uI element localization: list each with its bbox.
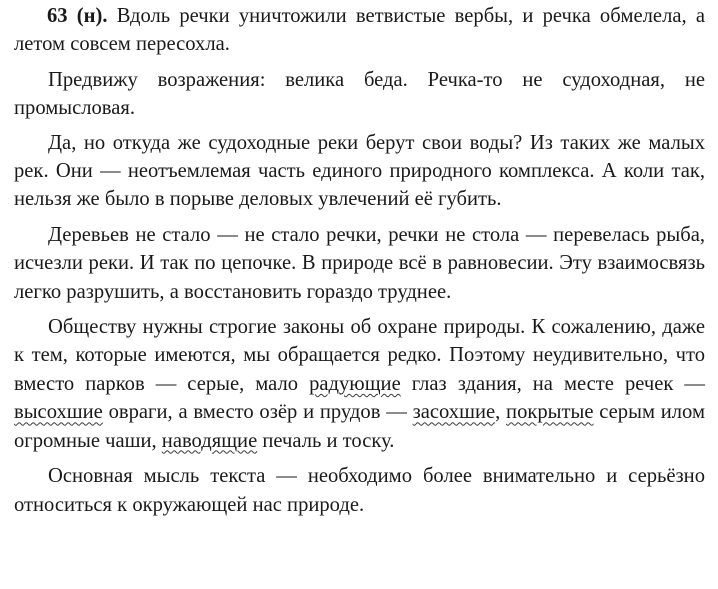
paragraph-6-text: Основная мысль текста — необходимо более внимательно и серьёзно относиться к окружающей нас природе.: [14, 465, 705, 516]
paragraph-6: [14, 462, 705, 519]
paragraph-5-text-e: серым илом огромные чаши,: [14, 401, 705, 452]
marked-word-raduyushchie: радующие: [309, 372, 401, 395]
paragraph-3: [14, 129, 705, 214]
paragraph-5: [14, 313, 705, 455]
marked-word-navodyashchie: наводящие: [161, 429, 258, 452]
exercise-number: 63 (н).: [47, 5, 108, 27]
paragraph-2: [14, 66, 705, 123]
paragraph-1: [14, 2, 705, 59]
paragraph-1-text: Вдоль речки уничтожили ветвистые вербы, и речка обмелела, а летом совсем пересохла.: [14, 5, 705, 56]
marked-word-pokrytye: покрытые: [506, 401, 594, 424]
paragraph-5-text-b: глаз здания, на месте речек —: [400, 372, 705, 395]
paragraph-4-text: Деревьев не стало — не стало речки, речки не стола — перевелась рыба, исчезли реки. И так по цепочке. В природе всё в равновесии. Эту взаимосвязь легко разрушить, а восстановить гораздо труднее.: [14, 223, 705, 303]
marked-word-vysokhshie: высохшие: [14, 401, 103, 424]
paragraph-3-text: Да, но откуда же судоходные реки берут свои воды? Из таких же малых рек. Они — неотъемлемая часть единого природного комплекса. А коли так, нельзя же было в порыве деловых увлечений её губить.: [14, 131, 705, 211]
marked-word-zasokhshie: засохшие: [412, 401, 496, 424]
paragraph-5-text-f: печаль и тоску.: [257, 429, 395, 452]
paragraph-5-text-c: овраги, а вместо озёр и прудов —: [102, 401, 413, 424]
paragraph-4: [14, 221, 705, 306]
paragraph-5-text-a: Обществу нужны строгие законы об охране природы. К сожалению, даже к тем, которые имеются, мы обращается редко. Поэтому неудивительно, что вместо парков — серые, мало: [14, 316, 705, 395]
paragraph-2-text: Предвижу возражения: велика беда. Речка-то не судоходная, не промысловая.: [14, 68, 705, 120]
paragraph-5-text-d: ,: [495, 401, 507, 424]
